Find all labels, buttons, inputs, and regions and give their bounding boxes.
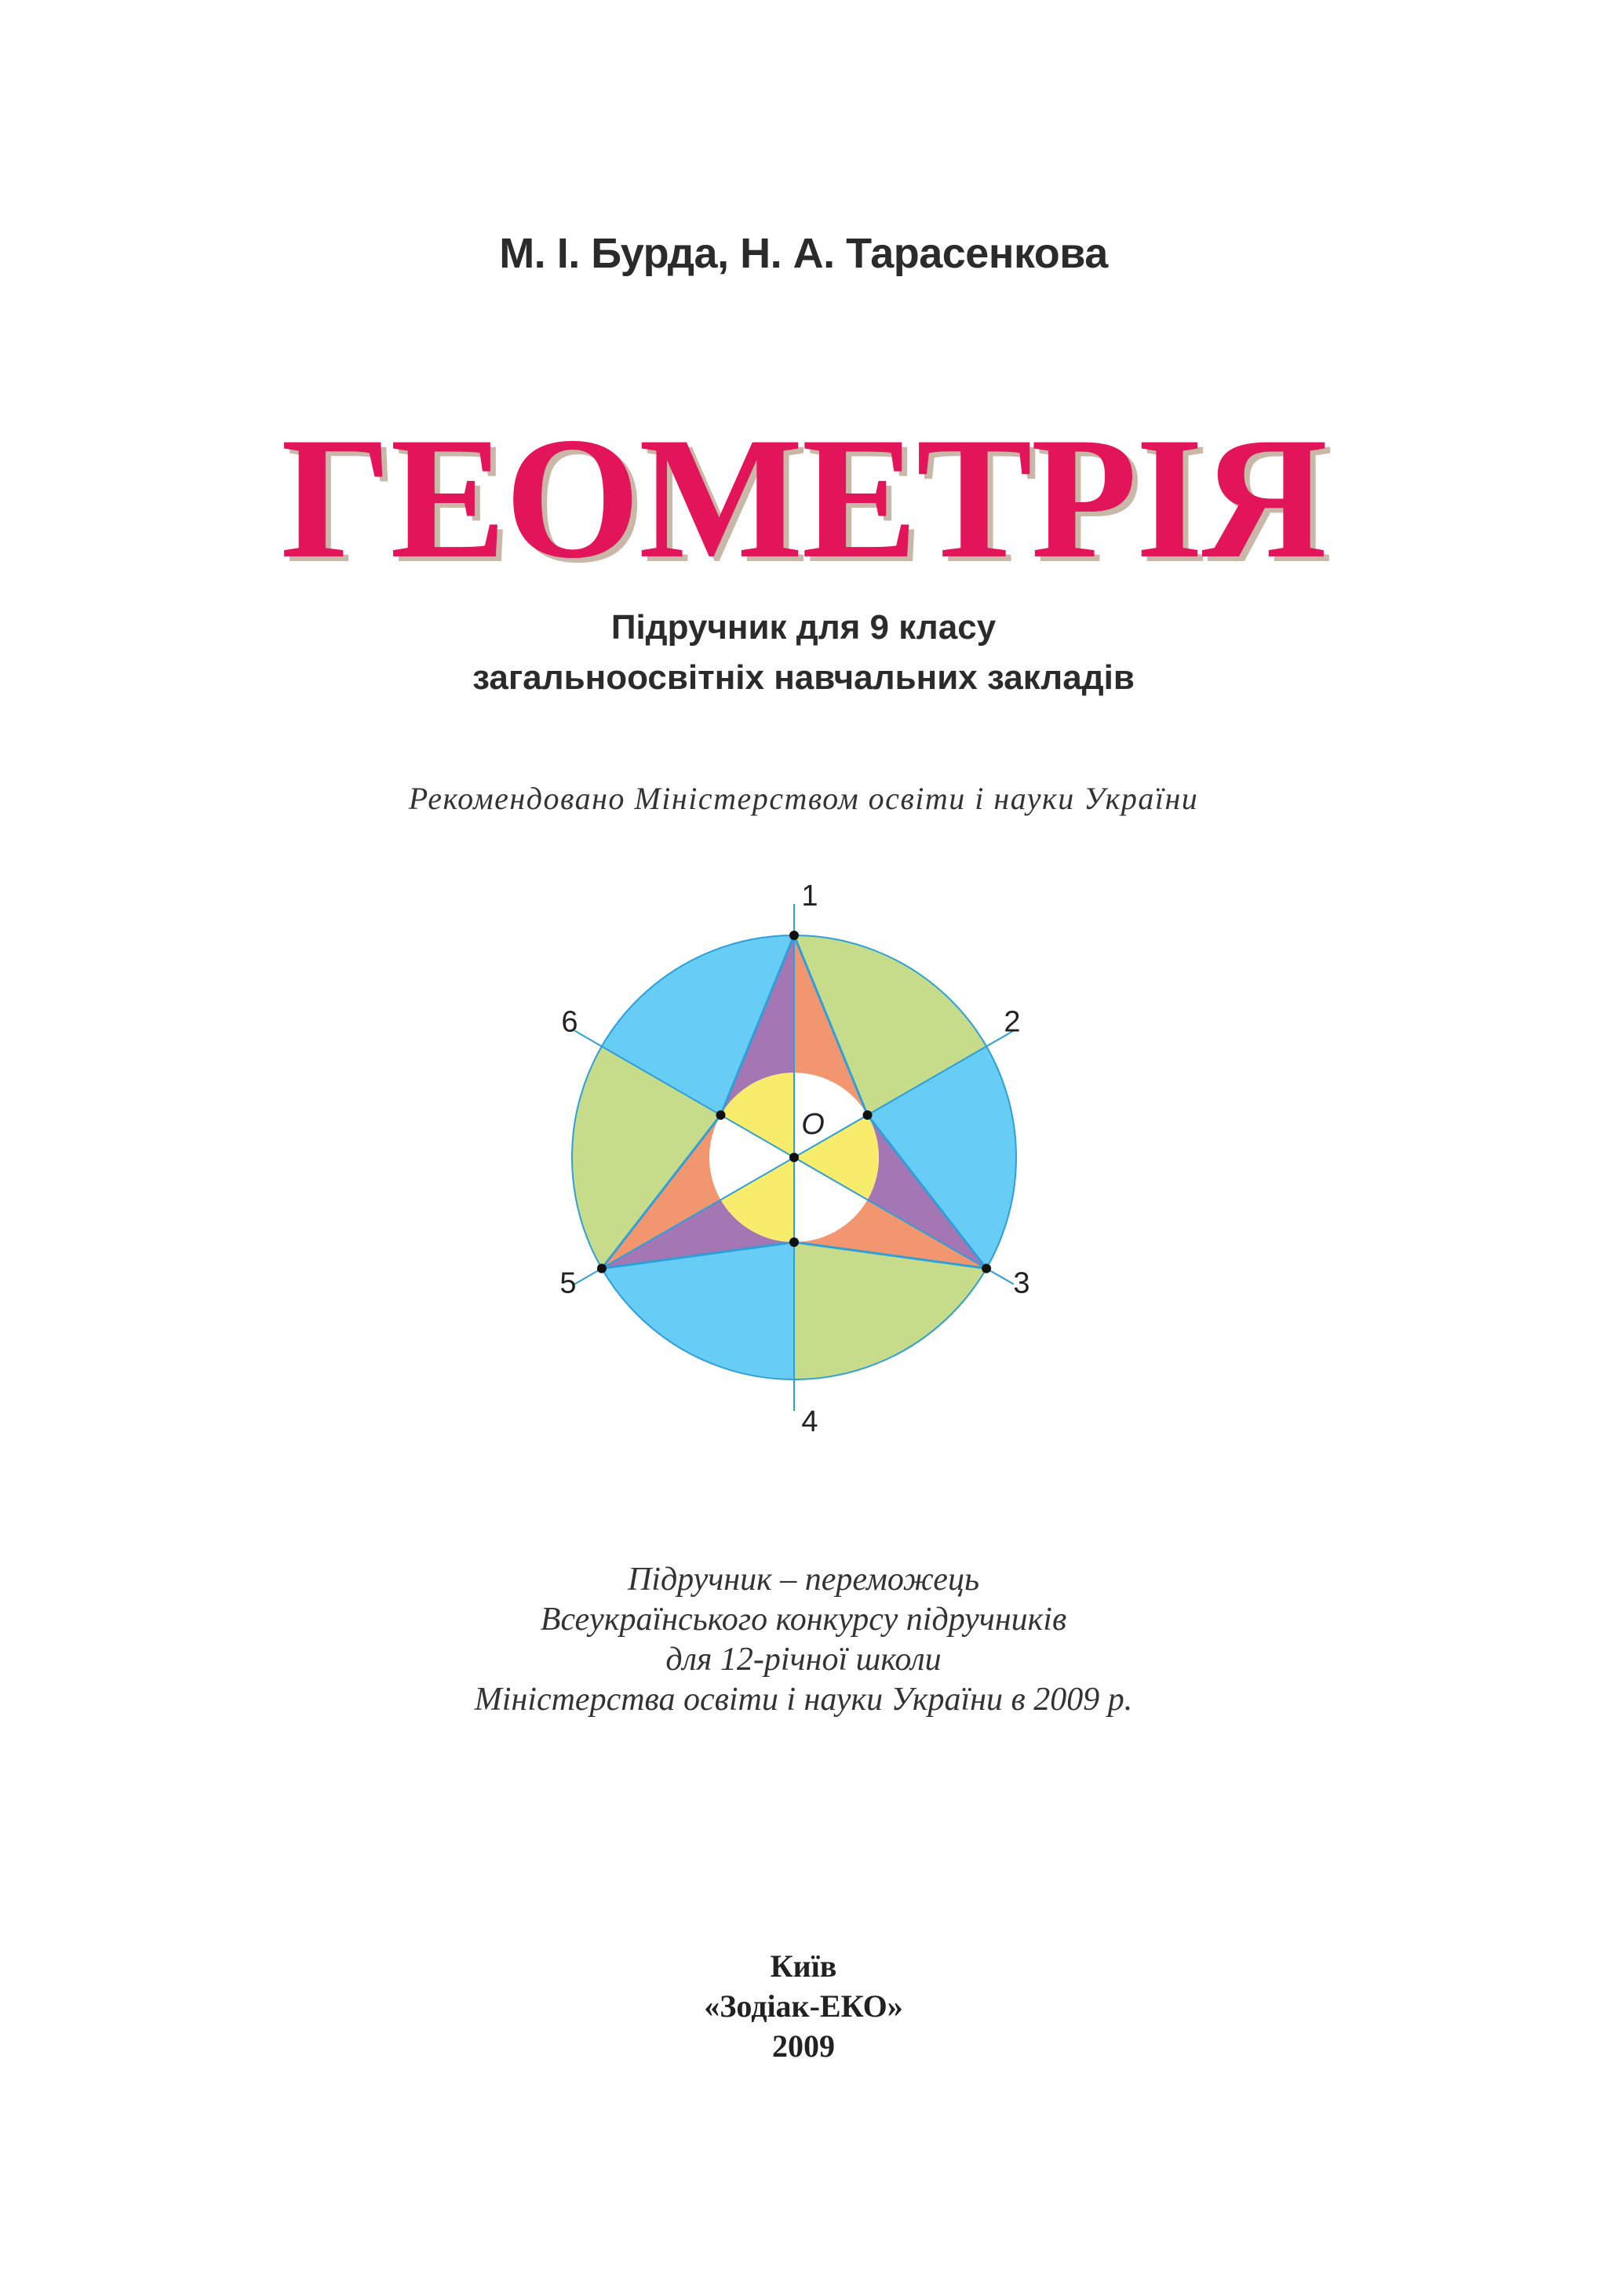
award-line-1: Підручник – переможець — [627, 1562, 980, 1598]
book-title: ГЕОМЕТРІЯ — [281, 402, 1326, 595]
publisher-block — [0, 1946, 1607, 2066]
publisher-name: «Зодіак-ЕКО» — [704, 1988, 903, 2024]
vertex-dot-1 — [789, 931, 799, 940]
award-line-3: для 12-річної школи — [665, 1642, 942, 1678]
vertex-dot-4 — [863, 1110, 873, 1120]
star-circle-diagram — [549, 879, 1051, 1436]
publisher-city: Київ — [770, 1948, 837, 1984]
point-label-5: 5 — [559, 1266, 577, 1300]
subtitle-line-2: загальноосвітніх навчальних закладів — [472, 658, 1135, 697]
geometry-figure — [549, 879, 1051, 1436]
publisher-year: 2009 — [772, 2028, 835, 2064]
point-label-1: 1 — [801, 880, 818, 913]
vertex-dot-6 — [716, 1110, 725, 1120]
subtitle-line-1: Підручник для 9 класу — [610, 608, 997, 647]
award-note — [0, 1560, 1607, 1720]
vertex-dot-5 — [789, 1237, 799, 1247]
center-label: O — [801, 1108, 825, 1141]
point-label-6: 6 — [561, 1005, 578, 1039]
subtitle — [0, 603, 1607, 703]
authors: М. І. Бурда, Н. А. Тарасенкова — [499, 230, 1108, 277]
point-label-4: 4 — [801, 1405, 818, 1436]
vertex-dot-2 — [982, 1264, 991, 1274]
award-line-2: Всеукраїнського конкурсу підручників — [540, 1602, 1067, 1638]
point-label-3: 3 — [1013, 1266, 1030, 1300]
vertex-dot-3 — [597, 1264, 607, 1274]
point-label-2: 2 — [1004, 1005, 1021, 1039]
vertex-dot-7 — [789, 1153, 799, 1162]
recommendation-note: Рекомендовано Міністерством освіти і науки України — [408, 781, 1199, 816]
award-line-4: Міністерства освіти і науки України в 2009 р. — [474, 1682, 1133, 1718]
